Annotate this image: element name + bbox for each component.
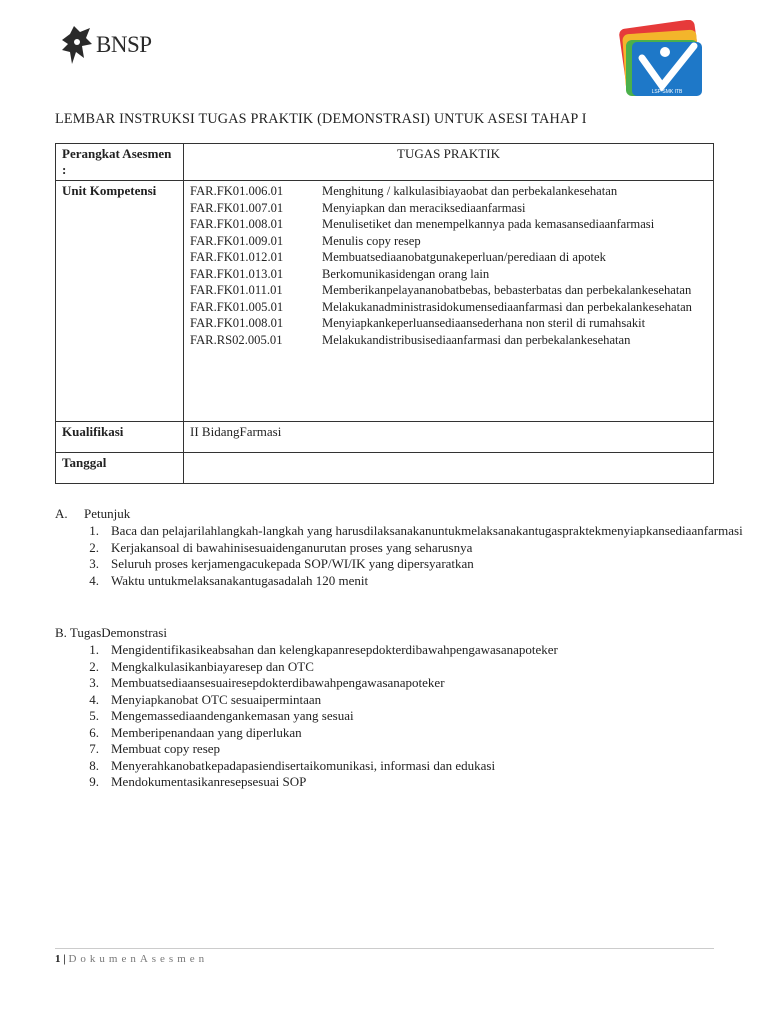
- section-a-title: Petunjuk: [84, 506, 131, 521]
- kualifikasi-row: [56, 422, 714, 453]
- unit-list: [184, 181, 714, 422]
- tugas-header: TUGAS PRAKTIK: [184, 144, 714, 181]
- list-number: 1.: [89, 523, 99, 538]
- list-text: Waktu untukmelaksanakantugasadalah 120 menit: [111, 572, 369, 588]
- footer-separator: |: [63, 953, 66, 965]
- unit-description: Menyiapkan dan meraciksediaanfarmasi: [322, 200, 526, 215]
- unit-row: [56, 181, 714, 422]
- unit-description: Melakukandistribusisediaanfarmasi dan perbekalankesehatan: [322, 332, 631, 347]
- unit-code: FAR.FK01.012.01: [190, 250, 284, 264]
- unit-code: FAR.FK01.005.01: [190, 299, 284, 314]
- unit-item: [190, 266, 707, 283]
- unit-item: [190, 315, 707, 332]
- list-text: Membuat copy resep: [111, 741, 221, 756]
- list-number: 5.: [89, 708, 99, 723]
- assessment-table: [55, 143, 714, 484]
- lsp-logo: [612, 20, 708, 100]
- list-item: [55, 642, 558, 659]
- unit-code: FAR.FK01.008.01: [190, 217, 284, 231]
- list-item: [55, 708, 558, 725]
- section-tugas: [55, 624, 558, 791]
- list-number: 4.: [89, 572, 99, 588]
- unit-description: Menulisetiket dan menempelkannya pada kemasansediaanfarmasi: [322, 217, 655, 231]
- kualifikasi-label: Kualifikasi: [56, 422, 184, 453]
- list-number: 7.: [89, 741, 99, 756]
- unit-description: Berkomunikasidengan orang lain: [322, 266, 490, 281]
- unit-item: [190, 249, 707, 266]
- list-item: [55, 573, 743, 590]
- kualifikasi-value: II BidangFarmasi: [184, 422, 714, 453]
- list-item: [55, 659, 558, 676]
- unit-description: Memberikanpelayananobatbebas, bebasterbatas dan perbekalankesehatan: [322, 283, 692, 297]
- list-text: Membuatsediaansesuairesepdokterdibawahpengawasanapoteker: [111, 675, 445, 690]
- unit-item: [190, 299, 707, 316]
- list-item: [55, 692, 558, 709]
- list-number: 4.: [89, 691, 99, 707]
- bnsp-logo-text: BNSP: [96, 32, 152, 57]
- section-a-heading: [55, 505, 743, 523]
- footer-doc-label: DokumenAsesmen: [68, 953, 209, 965]
- bnsp-emblem-icon: [60, 22, 94, 68]
- list-text: Seluruh proses kerjamengacukepada SOP/WI/IK yang dipersyaratkan: [111, 556, 474, 571]
- bnsp-logo: [60, 22, 152, 68]
- unit-description: Melakukanadministrasidokumensediaanfarmasi dan perbekalankesehatan: [322, 299, 692, 314]
- list-number: 2.: [89, 658, 99, 674]
- section-b-heading: B. TugasDemonstrasi: [55, 625, 167, 640]
- section-a-marker: A.: [55, 506, 68, 521]
- petunjuk-list: [55, 523, 743, 589]
- list-text: Memberipenandaan yang diperlukan: [111, 724, 302, 740]
- unit-description: Menghitung / kalkulasibiayaobat dan perbekalankesehatan: [322, 184, 618, 198]
- list-item: [55, 741, 558, 758]
- list-text: Menyiapkanobat OTC sesuaipermintaan: [111, 691, 322, 707]
- list-number: 3.: [89, 556, 99, 571]
- unit-item: [190, 216, 707, 233]
- list-number: 6.: [89, 724, 99, 740]
- list-item: [55, 725, 558, 742]
- list-number: 8.: [89, 757, 99, 773]
- unit-code: FAR.RS02.005.01: [190, 332, 283, 347]
- list-item: [55, 540, 743, 557]
- unit-description: Menyiapkankeperluansediaansederhana non steril di rumahsakit: [322, 316, 646, 330]
- perangkat-label: Perangkat Asesmen :: [56, 144, 184, 181]
- unit-code: FAR.FK01.007.01: [190, 200, 284, 215]
- list-number: 1.: [89, 642, 99, 657]
- tanggal-label: Tanggal: [56, 453, 184, 484]
- unit-code: FAR.FK01.013.01: [190, 266, 284, 281]
- page-footer: [55, 953, 208, 965]
- unit-code: FAR.FK01.011.01: [190, 283, 283, 297]
- unit-item: [190, 200, 707, 217]
- table-header-row: [56, 144, 714, 181]
- unit-label: Unit Kompetensi: [56, 181, 184, 422]
- list-item: [55, 774, 558, 791]
- tanggal-row: [56, 453, 714, 484]
- page-title: LEMBAR INSTRUKSI TUGAS PRAKTIK (DEMONSTRASI) UNTUK ASESI TAHAP I: [55, 111, 587, 127]
- list-item: [55, 675, 558, 692]
- list-text: Mengkalkulasikanbiayaresep dan OTC: [111, 658, 314, 674]
- unit-code: FAR.FK01.009.01: [190, 233, 284, 248]
- unit-item: [190, 332, 707, 349]
- tanggal-value: [184, 453, 714, 484]
- list-text: Mengidentifikasikeabsahan dan kelengkapanresepdokterdibawahpengawasanapoteker: [111, 642, 558, 657]
- footer-divider: [55, 948, 714, 949]
- tugas-list: [55, 642, 558, 791]
- unit-item: [190, 183, 707, 200]
- list-item: [55, 556, 743, 573]
- list-number: 3.: [89, 675, 99, 690]
- list-text: Mengemassediaandengankemasan yang sesuai: [111, 708, 354, 723]
- lsp-logo-text: LSP SMK ITB: [651, 89, 683, 95]
- list-number: 9.: [89, 774, 99, 789]
- unit-item: [190, 233, 707, 250]
- list-text: Menyerahkanobatkepadapasiendisertaikomunikasi, informasi dan edukasi: [111, 757, 496, 773]
- page-number: 1: [55, 953, 61, 965]
- list-number: 2.: [89, 539, 99, 555]
- unit-description: Menulis copy resep: [322, 233, 421, 248]
- unit-code: FAR.FK01.006.01: [190, 184, 284, 198]
- list-item: [55, 758, 558, 775]
- list-text: Baca dan pelajarilahlangkah-langkah yang harusdilaksanakanuntukmelaksanakantugaspraktekmenyiapkansediaanfarmasi: [111, 523, 743, 538]
- unit-description: Membuatsediaanobatgunakeperluan/perediaan di apotek: [322, 250, 606, 264]
- list-text: Mendokumentasikanresepsesuai SOP: [111, 774, 307, 789]
- section-petunjuk: [55, 505, 743, 589]
- list-text: Kerjakansoal di bawahinisesuaidenganurutan proses yang seharusnya: [111, 539, 473, 555]
- list-item: [55, 523, 743, 540]
- unit-code: FAR.FK01.008.01: [190, 316, 284, 330]
- unit-item: [190, 282, 707, 299]
